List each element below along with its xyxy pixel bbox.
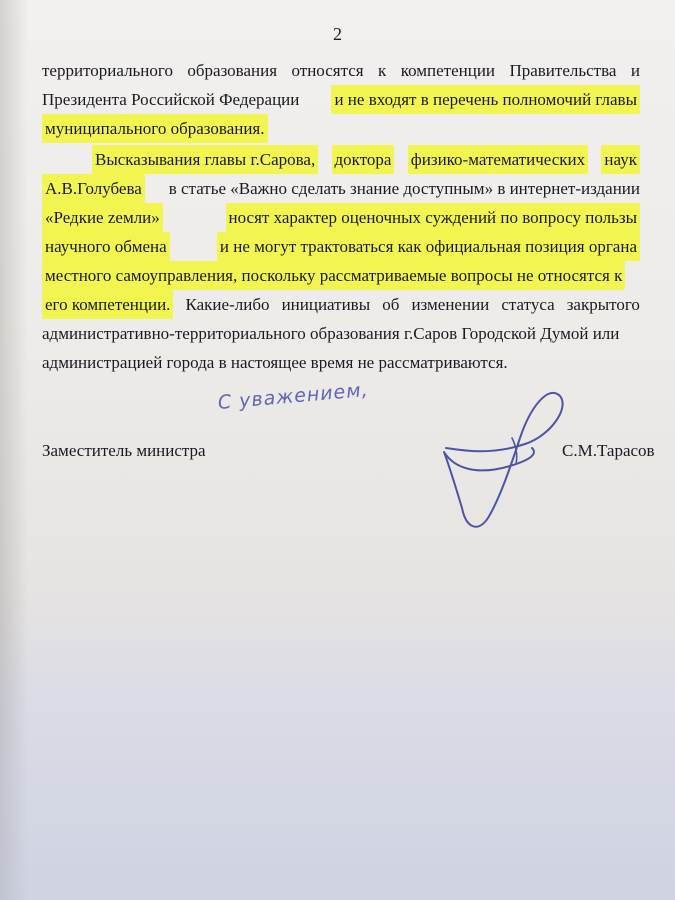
highlighted-text: и не входят в перечень полномочий главы [331, 85, 640, 114]
text-line [42, 232, 640, 261]
word: территориального [42, 61, 173, 80]
lower-page-shade [0, 612, 675, 900]
letter-body [42, 56, 640, 377]
signatory-position: Заместитель министра [42, 441, 206, 460]
text-line [42, 319, 640, 348]
word: и [630, 61, 640, 80]
highlighted-text: его компетенции. [42, 290, 173, 319]
word: образования [187, 61, 278, 80]
text-line [42, 114, 640, 143]
highlighted-text: Высказывания главы г.Сарова, [92, 145, 318, 174]
word: относятся [291, 61, 364, 80]
signatory-name: С.М.Тарасов [562, 441, 655, 460]
text-line [42, 174, 640, 203]
text-line [42, 56, 640, 85]
word: инициативы [281, 295, 371, 314]
text-line [42, 261, 640, 290]
text-line [42, 85, 640, 114]
page-number: 2 [333, 24, 342, 44]
text-segment: администрацией города в настоящее время не рассматриваются. [42, 353, 508, 372]
highlighted-text: наук [601, 145, 640, 174]
text-line [42, 348, 640, 377]
highlighted-text: «Редкие zемли» [42, 203, 163, 232]
word: Какие-либо [185, 295, 270, 314]
handwritten-greeting: С уважением, [217, 378, 370, 414]
highlighted-text: и не могут трактоваться как официальная позиция органа [217, 232, 640, 261]
text-segment: административно-территориального образования г.Саров Городской Думой или [42, 324, 620, 343]
word: Правительства [509, 61, 617, 80]
text-line [42, 290, 640, 319]
word: к [378, 61, 387, 80]
handwritten-signature [420, 378, 580, 538]
text-segment: в статье «Важно сделать знание доступным» в интернет-издании [168, 179, 640, 198]
highlighted-text: носят характер оценочных суждений по вопросу пользы [226, 203, 641, 232]
word: компетенции [400, 61, 496, 80]
text-line [42, 145, 640, 174]
word: об [382, 295, 400, 314]
highlighted-text: муниципального образования. [42, 114, 268, 143]
highlighted-text: физико-математических [408, 145, 588, 174]
word: статуса [501, 295, 555, 314]
highlighted-text: доктора [332, 145, 395, 174]
highlighted-text: научного обмена [42, 232, 170, 261]
text-line [42, 203, 640, 232]
word: закрытого [566, 295, 640, 314]
text-segment: Президента Российской Федерации [42, 90, 300, 109]
highlighted-text: А.В.Голубева [42, 174, 145, 203]
word: изменении [411, 295, 490, 314]
highlighted-text: местного самоуправления, поскольку рассматриваемые вопросы не относятся к [42, 261, 625, 290]
